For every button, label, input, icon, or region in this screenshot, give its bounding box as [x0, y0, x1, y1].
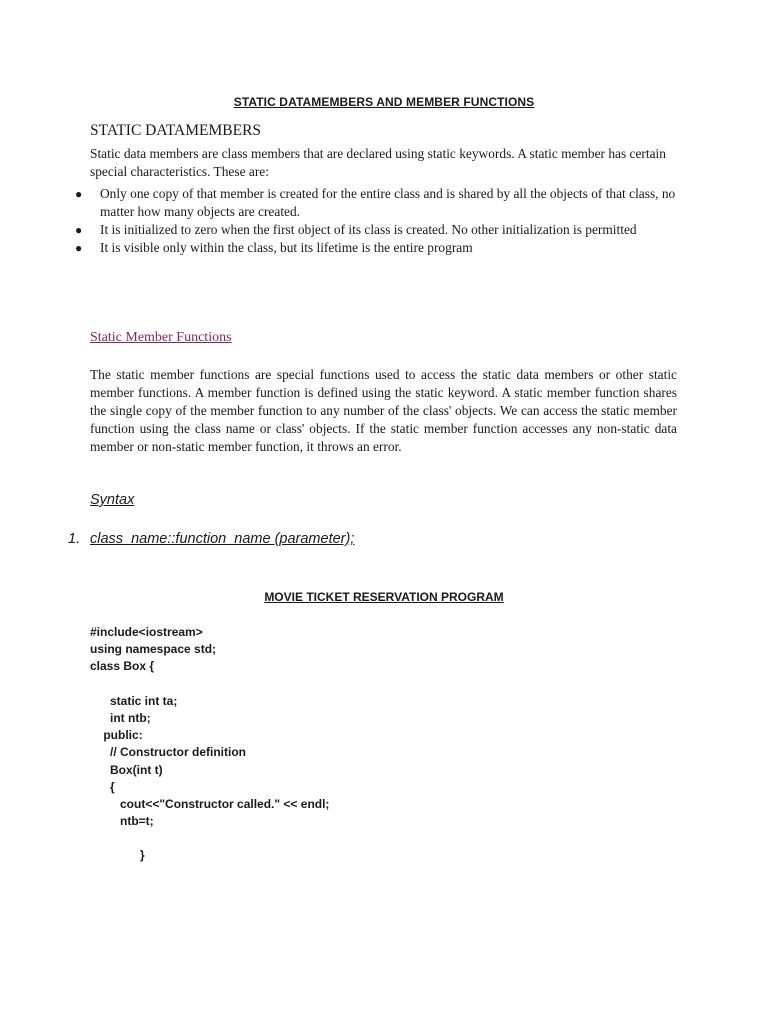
code-line: using namespace std; [90, 642, 217, 657]
code-line [90, 830, 329, 847]
code-line: cout<<"Constructor called." << endl; [90, 796, 330, 811]
bullet-icon: ● [75, 241, 83, 255]
list-item-text: It is visible only within the class, but its lifetime is the entire program [100, 240, 473, 255]
program-heading: MOVIE TICKET RESERVATION PROGRAM [264, 590, 504, 604]
code-line [90, 676, 329, 693]
static-datamembers-heading: STATIC DATAMEMBERS [90, 122, 262, 139]
code-line: class Box { [90, 659, 155, 674]
code-line: ntb=t; [90, 814, 154, 829]
static-datamembers-intro: Static data members are class members that are declared using static keywords. A static member has certain special characteristics. These are: [90, 146, 666, 179]
list-item [0, 221, 680, 239]
bullet-icon: ● [75, 187, 83, 201]
code-line: // Constructor definition [90, 745, 246, 760]
code-line: Box(int t) [90, 762, 163, 777]
code-line: } [90, 848, 145, 863]
syntax-code: class_name::function_name (parameter); [90, 531, 355, 547]
characteristics-list [0, 185, 768, 257]
bullet-icon: ● [75, 223, 83, 237]
code-line: { [90, 779, 115, 794]
code-line: int ntb; [90, 710, 151, 725]
list-item-text: Only one copy of that member is created for the entire class and is shared by all the objects of that class, no matter how many objects are created. [100, 186, 676, 219]
static-member-functions-heading: Static Member Functions [90, 330, 232, 345]
code-line: #include<iostream> [90, 625, 203, 639]
code-block [90, 624, 329, 865]
syntax-heading: Syntax [90, 492, 135, 508]
syntax-example [68, 531, 354, 547]
list-item [0, 239, 680, 257]
list-item [0, 185, 680, 221]
static-member-functions-paragraph: The static member functions are special functions used to access the static data members or other static member functions. A member function is defined using the static keyword. A static member function shares the single copy of the member function to any number of the class' objects. We can access the static member function using the class name or class' objects. If the static member function accesses any non-static data member or non-static member function, it throws an error. [90, 367, 677, 454]
syntax-number: 1. [68, 531, 81, 547]
code-line: static int ta; [90, 693, 178, 708]
code-line: public: [90, 728, 143, 743]
document-title: STATIC DATAMEMBERS AND MEMBER FUNCTIONS [233, 95, 535, 109]
list-item-text: It is initialized to zero when the first object of its class is created. No other initialization is permitted [100, 222, 637, 237]
